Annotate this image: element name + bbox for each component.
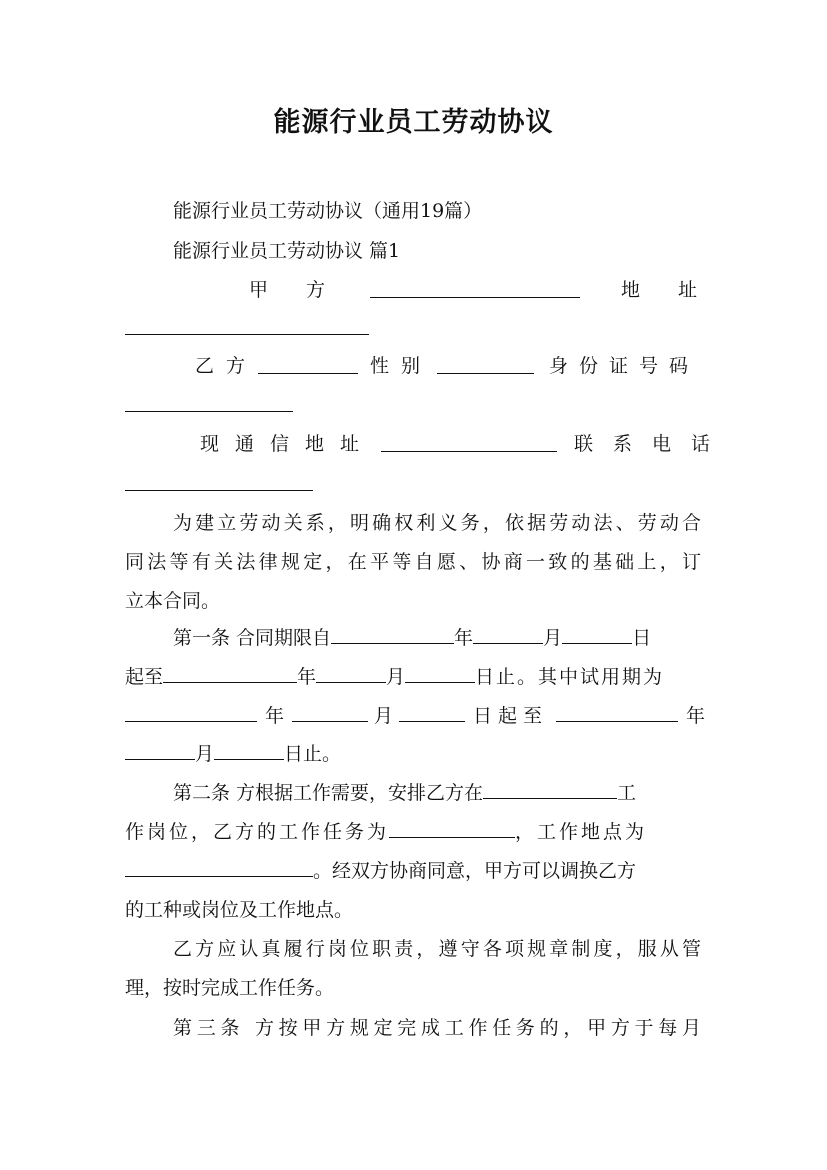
intro-line-1: 为建立劳动关系，明确权利义务，依据劳动法、劳动合	[173, 512, 701, 534]
address-label: 地址	[621, 279, 736, 301]
end-text: 日止。	[284, 743, 342, 765]
id-blank[interactable]	[125, 393, 293, 412]
year-label: 年	[686, 705, 706, 727]
until-label: 日起至	[473, 705, 549, 727]
task-label: 作岗位，乙方的工作任务为	[125, 821, 390, 843]
month-label: 月	[374, 705, 394, 727]
month-label: 月	[543, 627, 563, 649]
location-blank[interactable]	[125, 858, 313, 877]
document-title: 能源行业员工劳动协议	[273, 107, 554, 138]
intro-line-3: 立本合同。	[125, 590, 221, 612]
start-year-blank[interactable]	[331, 625, 454, 644]
probation-end-month-blank[interactable]	[125, 741, 195, 760]
comm-address-label: 现通信地址	[200, 433, 376, 455]
post-suffix: 工	[617, 782, 637, 804]
duty-line-1: 乙方应认真履行岗位职责，遵守各项规章制度，服从管	[173, 938, 701, 960]
address-continuation	[125, 316, 701, 342]
phone-continuation	[125, 472, 701, 498]
article-3-line-1: 第三条 方按甲方规定完成工作任务的，甲方于每月	[173, 1017, 701, 1039]
transfer-text: 。经双方协商同意，甲方可以调换乙方	[313, 860, 637, 882]
party-b-label: 乙方	[195, 355, 258, 377]
phone-label: 联系电话	[574, 433, 731, 455]
duty-line-2: 理，按时完成工作任务。	[125, 977, 335, 999]
article-2-line-2	[125, 819, 701, 845]
start-month-blank[interactable]	[473, 625, 543, 644]
party-a-label: 甲方	[249, 279, 364, 301]
address-blank[interactable]	[125, 316, 369, 335]
month-label: 月	[386, 666, 406, 688]
probation-end-year-blank[interactable]	[556, 703, 678, 722]
id-continuation	[125, 393, 701, 419]
article-1-line-3	[125, 703, 706, 729]
id-label: 身份证号码	[549, 355, 700, 377]
year-label: 年	[454, 627, 474, 649]
subtitle-line: 能源行业员工劳动协议（通用19篇）	[173, 200, 483, 222]
probation-text: 日止。其中试用期为	[475, 666, 665, 688]
party-b-blank[interactable]	[258, 355, 358, 374]
probation-start-day-blank[interactable]	[399, 703, 465, 722]
article-2-line-3	[125, 858, 701, 884]
gender-label: 性别	[370, 355, 433, 377]
day-label: 日	[632, 627, 652, 649]
task-blank[interactable]	[389, 819, 515, 838]
article-1-line-4	[125, 741, 701, 767]
article-1-head: 第一条 合同期限自	[173, 627, 332, 649]
probation-end-day-blank[interactable]	[214, 741, 284, 760]
article-2-line-4: 的工种或岗位及工作地点。	[125, 899, 354, 921]
probation-start-month-blank[interactable]	[292, 703, 368, 722]
party-a-blank[interactable]	[370, 279, 580, 298]
year-label: 年	[265, 705, 285, 727]
comm-address-blank[interactable]	[381, 433, 557, 452]
phone-blank[interactable]	[125, 472, 313, 491]
probation-start-year-blank[interactable]	[125, 703, 257, 722]
intro-line-2: 同法等有关法律规定，在平等自愿、协商一致的基础上，订	[125, 551, 701, 573]
part-heading: 能源行业员工劳动协议 篇1	[173, 240, 401, 262]
month-label: 月	[195, 743, 215, 765]
start-day-blank[interactable]	[562, 625, 632, 644]
until-label: 起至	[125, 666, 164, 688]
end-day-blank[interactable]	[405, 664, 475, 683]
article-1-line-2	[125, 664, 701, 690]
article-2-line-1	[173, 780, 701, 806]
article-1-line-1	[173, 625, 701, 651]
end-year-blank[interactable]	[163, 664, 297, 683]
location-label: ，工作地点为	[515, 821, 648, 843]
article-2-head: 第二条 方根据工作需要，安排乙方在	[173, 782, 484, 804]
year-label: 年	[297, 666, 317, 688]
gender-blank[interactable]	[437, 355, 534, 374]
post-blank[interactable]	[483, 780, 617, 799]
end-month-blank[interactable]	[316, 664, 386, 683]
